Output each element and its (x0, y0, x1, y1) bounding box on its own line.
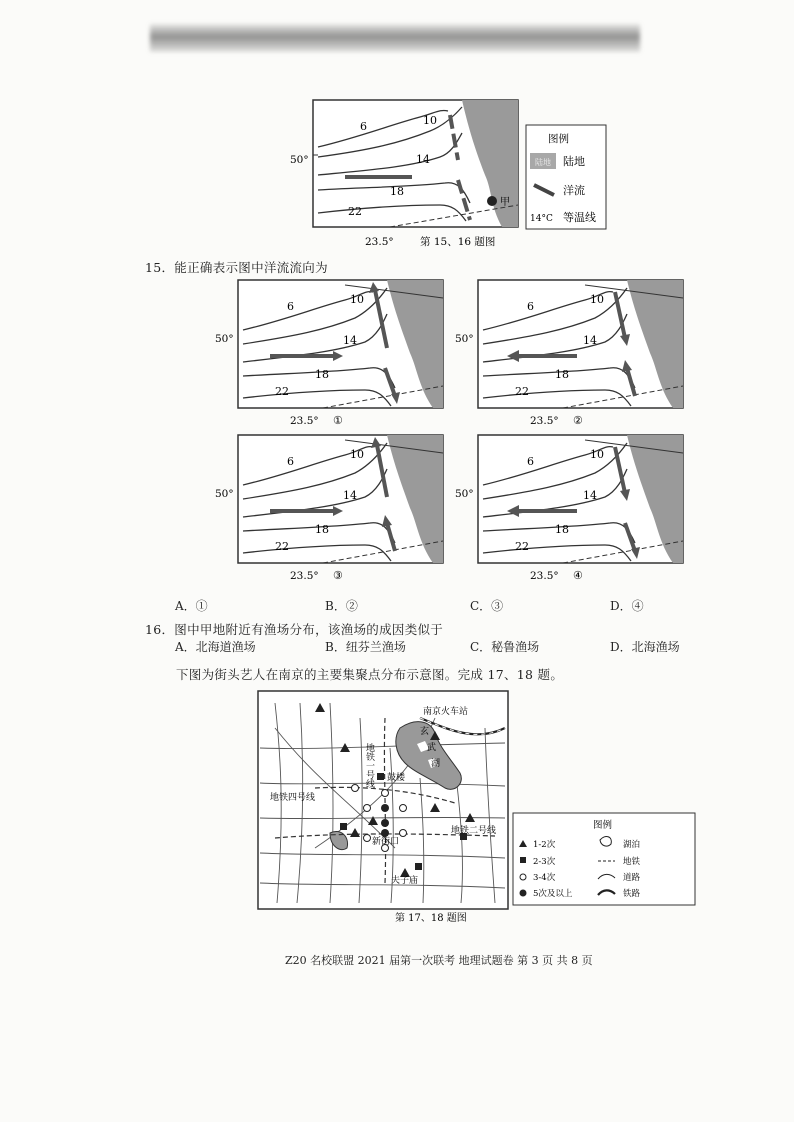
svg-text:10: 10 (350, 293, 364, 306)
svg-text:1-2次: 1-2次 (533, 840, 556, 850)
map-legend-title: 图例 (593, 820, 613, 831)
svg-text:14: 14 (583, 334, 597, 347)
panel-number-label: ④ (573, 569, 583, 582)
svg-text:23.5°: 23.5° (290, 415, 319, 427)
svg-text:18: 18 (315, 368, 329, 381)
tropic-label: 23.5° (365, 236, 394, 248)
legend-isotherm-label: 等温线 (563, 211, 596, 224)
svg-text:玄: 玄 (420, 727, 430, 737)
blurred-header (150, 24, 640, 52)
svg-text:50°: 50° (215, 488, 234, 500)
svg-text:23.5°: 23.5° (530, 570, 559, 582)
label-gulou: 鼓楼 (387, 773, 406, 783)
svg-text:14: 14 (343, 489, 357, 502)
isotherm-label: 14 (416, 153, 430, 166)
svg-text:22: 22 (275, 385, 289, 398)
q15-option-d: D．④ (610, 599, 644, 613)
q15-option-a: A．① (175, 599, 208, 613)
svg-text:22: 22 (275, 540, 289, 553)
svg-text:14: 14 (583, 489, 597, 502)
isotherm-label: 18 (390, 185, 404, 198)
point-jia-marker (487, 196, 497, 206)
q15-option-c: C．③ (470, 599, 504, 613)
label-fuzimiao: 夫子庙 (391, 876, 419, 886)
svg-text:6: 6 (287, 455, 294, 468)
svg-text:武: 武 (427, 743, 437, 753)
svg-text:18: 18 (315, 523, 329, 536)
svg-text:湖: 湖 (431, 759, 441, 769)
svg-text:50°: 50° (455, 333, 474, 345)
legend-isotherm-symbol: 14°C (530, 214, 553, 224)
isotherm-label: 22 (348, 205, 362, 218)
svg-text:陆地: 陆地 (535, 158, 551, 167)
svg-text:10: 10 (590, 293, 604, 306)
svg-text:23.5°: 23.5° (290, 570, 319, 582)
question-16-stem: 16．图中甲地附近有渔场分布，该渔场的成因类似于 (145, 622, 444, 637)
q15-option-b: B．② (325, 599, 358, 613)
isotherm-label: 10 (423, 114, 437, 127)
panel-number-label: ② (573, 414, 583, 427)
intro-17-18: 下图为街头艺人在南京的主要集聚点分布示意图。完成 17、18 题。 (176, 667, 564, 682)
svg-text:23.5°: 23.5° (530, 415, 559, 427)
panel-number-label: ③ (333, 569, 343, 582)
legend-title: 图例 (548, 133, 569, 145)
isotherm-label: 6 (360, 120, 367, 133)
svg-text:道路: 道路 (623, 873, 641, 883)
svg-text:3-4次: 3-4次 (533, 873, 556, 883)
label-metro-line-2: 地铁二号线 (451, 826, 497, 836)
svg-text:5次及以上: 5次及以上 (533, 889, 573, 899)
q16-option-d: D．北海渔场 (610, 640, 680, 654)
svg-text:22: 22 (515, 540, 529, 553)
q16-option-c: C．秘鲁渔场 (470, 640, 540, 654)
svg-text:6: 6 (527, 300, 534, 313)
svg-text:18: 18 (555, 368, 569, 381)
option-panel-3 (205, 433, 455, 583)
svg-text:地铁: 地铁 (623, 857, 641, 867)
option-panel-1 (205, 278, 455, 428)
svg-text:14: 14 (343, 334, 357, 347)
svg-text:2-3次: 2-3次 (533, 857, 556, 867)
svg-text:10: 10 (590, 448, 604, 461)
panel-number-label: ① (333, 414, 343, 427)
label-nanjing-station: 南京火车站 (423, 707, 469, 717)
svg-text:6: 6 (287, 300, 294, 313)
nanjing-street-artist-map (255, 688, 705, 923)
svg-text:10: 10 (350, 448, 364, 461)
label-xinjiekou: 新街口 (372, 837, 400, 847)
point-jia-label: 甲 (500, 197, 510, 208)
label-metro-line-4: 地铁四号线 (270, 793, 316, 803)
svg-text:铁路: 铁路 (623, 889, 641, 899)
figure-15-16-ocean-current-map (280, 95, 620, 255)
svg-text:50°: 50° (455, 488, 474, 500)
question-15-stem: 15．能正确表示图中洋流流向为 (145, 260, 328, 275)
option-panel-4 (445, 433, 695, 583)
map-caption: 第 17、18 题图 (395, 913, 467, 923)
svg-text:50°: 50° (215, 333, 234, 345)
q16-option-b: B．纽芬兰渔场 (325, 640, 406, 654)
label-metro-line-1: 地铁一号线 (364, 743, 374, 788)
latitude-label: 50° (290, 154, 309, 166)
legend-current-label: 洋流 (563, 184, 585, 197)
q16-option-a: A．北海道渔场 (175, 640, 256, 654)
option-panel-2 (445, 278, 695, 428)
figure-caption: 第 15、16 题图 (420, 236, 496, 248)
svg-text:湖泊: 湖泊 (623, 840, 641, 850)
svg-text:18: 18 (555, 523, 569, 536)
page-footer: Z20 名校联盟 2021 届第一次联考 地理试题卷 第 3 页 共 8 页 (285, 954, 593, 967)
legend-land-label: 陆地 (563, 155, 585, 168)
svg-text:6: 6 (527, 455, 534, 468)
svg-text:22: 22 (515, 385, 529, 398)
